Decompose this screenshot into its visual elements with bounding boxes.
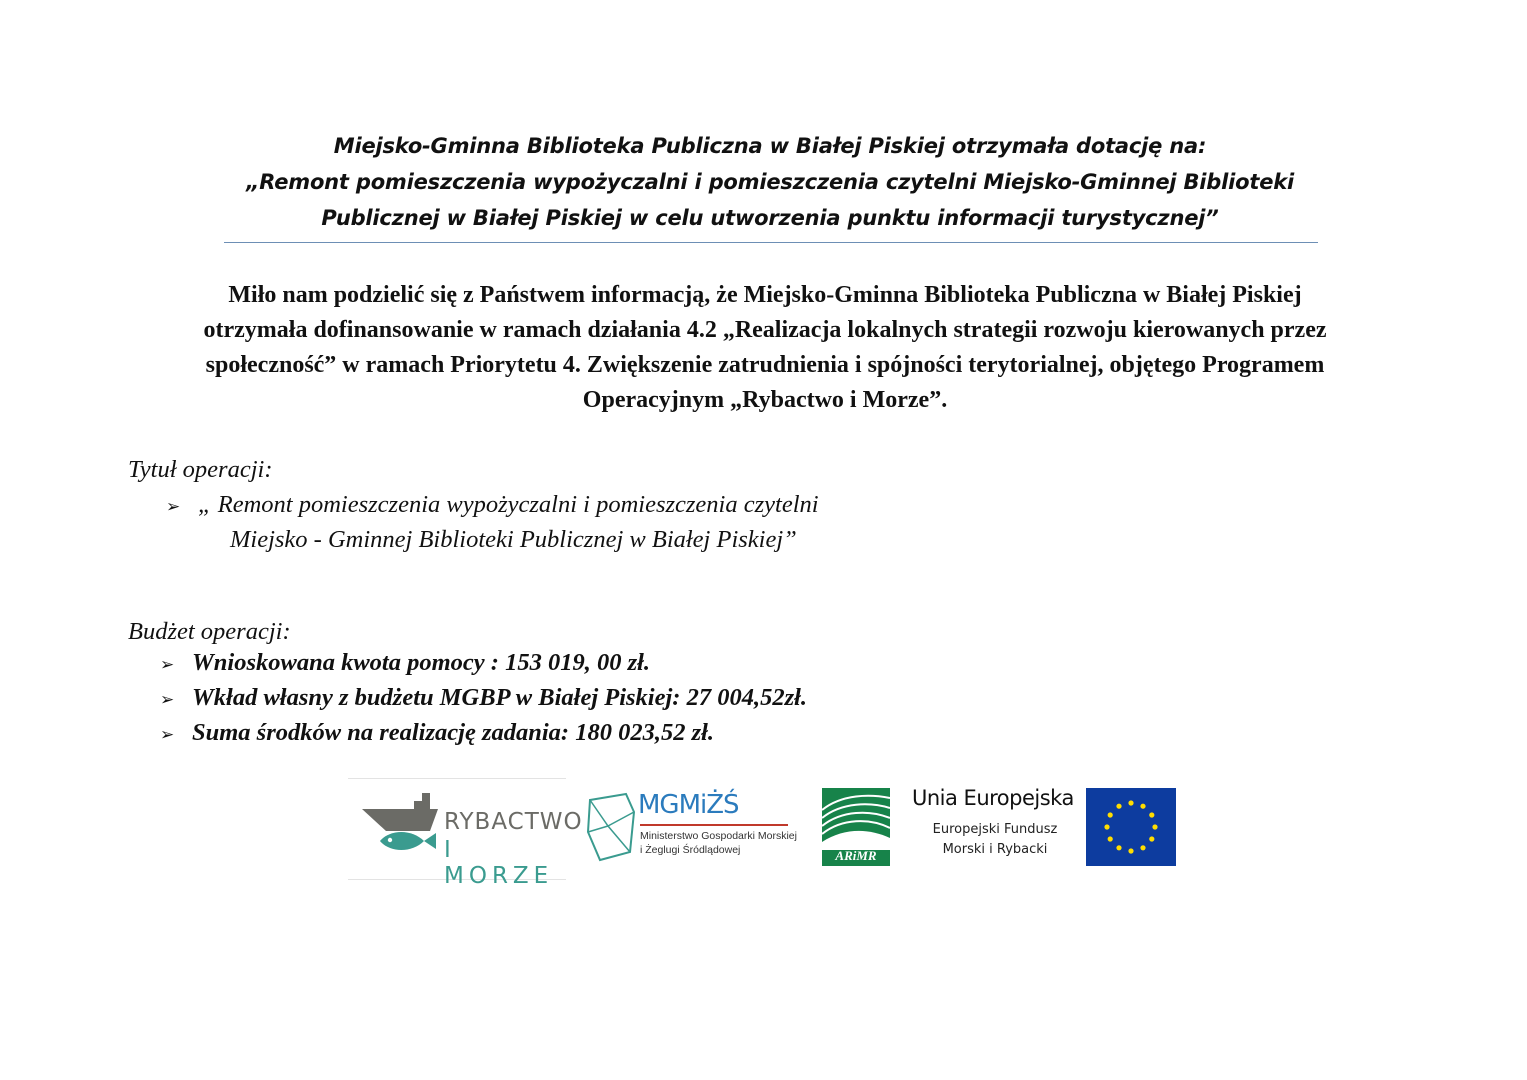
heading-divider (224, 242, 1318, 243)
ue-subtitle-1: Europejski Fundusz (932, 822, 1058, 837)
heading-line-1: Miejsko-Gminna Biblioteka Publiczna w Białej Piskiej otrzymała dotację na: (333, 134, 1207, 158)
ue-subtitle-2: Morski i Rybacki (942, 842, 1048, 857)
operation-title-line-2: Miejsko - Gminnej Biblioteki Publicznej w Białej Piskiej” (230, 526, 797, 553)
budget-item-requested: Wnioskowana kwota pomocy : 153 019, 00 zł. (192, 649, 651, 676)
budget-label: Budżet operacji: (128, 618, 291, 645)
boat-fish-icon (356, 779, 448, 875)
budget-item-own-contribution: Wkład własny z budżetu MGBP w Białej Piskiej: 27 004,52zł. (192, 684, 808, 711)
mgmzs-subtitle-2: i Żeglugi Śródlądowej (640, 844, 741, 856)
arrow-bullet-icon: ➢ (166, 497, 181, 517)
rybactwo-i-morze-logo (348, 778, 583, 889)
mgmzs-title: MGMiŻŚ (638, 790, 739, 820)
arrow-bullet-icon: ➢ (160, 725, 175, 745)
mgmzs-red-rule (640, 824, 788, 826)
heading-line-3: Publicznej w Białej Piskiej w celu utworzenia punktu informacji turystycznej” (321, 206, 1219, 230)
ue-title: Unia Europejska (912, 786, 1074, 810)
operation-title-item (166, 489, 819, 523)
intro-line-1: Miło nam podzielić się z Państwem informacją, że Miejsko-Gminna Biblioteka Publiczna w Białej Piskiej (228, 282, 1302, 308)
arimr-logo (822, 788, 890, 866)
budget-item (160, 682, 807, 716)
arimr-text: ARiMR (835, 848, 877, 863)
operation-title-line-1: „ Remont pomieszczenia wypożyczalni i pomieszczenia czytelni (198, 491, 819, 518)
heading-line-2: „Remont pomieszczenia wypożyczalni i pomieszczenia czytelni Miejsko-Gminnej Biblioteki (245, 170, 1295, 194)
intro-paragraph (110, 278, 1420, 418)
operation-title-label: Tytuł operacji: (128, 456, 273, 483)
ministry-emblem-icon (586, 792, 638, 862)
budget-item-total: Suma środków na realizację zadania: 180 023,52 zł. (192, 719, 715, 746)
intro-line-2: otrzymała dofinansowanie w ramach działania 4.2 „Realizacja lokalnych strategii rozwoju kierowanych przez (203, 317, 1327, 343)
eu-fund-logo (912, 786, 1178, 866)
rybactwo-text: RYBACTWO (444, 809, 583, 835)
arrow-bullet-icon: ➢ (160, 655, 175, 675)
budget-item (160, 717, 714, 751)
i-morze-text: I MORZE (444, 837, 554, 889)
arrow-bullet-icon: ➢ (160, 690, 175, 710)
eu-flag-icon (1086, 788, 1176, 866)
budget-item (160, 647, 650, 681)
funding-logos (348, 772, 1178, 889)
mgmzs-subtitle-1: Ministerstwo Gospodarki Morskiej (640, 830, 797, 842)
mgmzs-logo (582, 786, 797, 866)
intro-line-4: Operacyjnym „Rybactwo i Morze”. (582, 387, 948, 413)
intro-line-3: społeczność” w ramach Priorytetu 4. Zwiększenie zatrudnienia i spójności terytorialnej, objętego Programem (205, 352, 1325, 378)
eu-stars-icon (1086, 788, 1176, 866)
document-heading (160, 128, 1380, 236)
